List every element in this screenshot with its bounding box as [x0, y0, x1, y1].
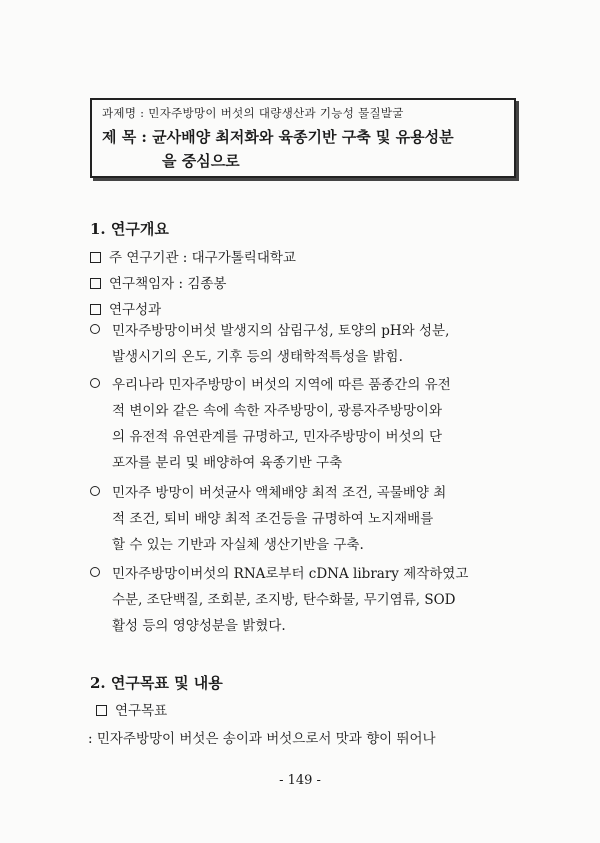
bullet-line: 활성 등의 영양성분을 밝혔다. — [112, 618, 286, 634]
researcher-line — [90, 272, 226, 292]
bullet-line: 할 수 있는 기반과 자실체 생산기반을 구축. — [112, 537, 364, 553]
section2-heading: 2. 연구목표 및 내용 — [90, 674, 223, 692]
results-label-line — [90, 298, 161, 318]
bullet-line: 우리나라 민자주방망이 버섯의 지역에 따른 품종간의 유전 — [112, 377, 451, 393]
bullet-line: 발생시기의 온도, 기후 등의 생태학적특성을 밝힘. — [112, 349, 403, 365]
bullet-line: 수분, 조단백질, 조회분, 조지방, 탄수화물, 무기염류, SOD — [112, 592, 456, 608]
bullet-line: 의 유전적 유연관계를 규명하고, 민자주방망이 버섯의 단 — [112, 429, 442, 445]
checkbox-icon — [90, 252, 101, 263]
checkbox-icon — [90, 304, 101, 315]
results-label-text: 연구성과 — [109, 302, 162, 318]
bullet-line: 포자를 분리 및 배양하여 육종기반 구축 — [112, 455, 343, 471]
title-box — [90, 98, 516, 178]
institution-line — [90, 246, 296, 266]
subject-title — [102, 125, 504, 173]
section1-heading: 1. 연구개요 — [90, 220, 169, 238]
circle-bullet-icon — [90, 486, 100, 496]
bullet-line: 민자주 방망이 버섯균사 액체배양 최적 조건, 곡물배양 최 — [112, 485, 447, 501]
bullet-line: 적 변이와 같은 속에 속한 자주방망이, 광릉자주방망이와 — [112, 403, 442, 419]
goal-text: : 민자주방망이 버섯은 송이과 버섯으로서 맛과 향이 뛰어나 — [88, 731, 436, 747]
bullet-line: 적 조건, 퇴비 배양 최적 조건등을 규명하여 노지재배를 — [112, 511, 434, 527]
bullet-line: 민자주방망이버섯의 RNA로부터 cDNA library 제작하였고 — [112, 566, 469, 582]
subject-line-1: 제 목 : 균사배양 최저화와 육종기반 구축 및 유용성분 — [102, 128, 454, 146]
checkbox-icon — [96, 705, 107, 716]
goal-label-line — [96, 699, 167, 719]
researcher-text: 연구책임자 : 김종봉 — [109, 276, 227, 292]
circle-bullet-icon — [90, 567, 100, 577]
goal-label-text: 연구목표 — [115, 703, 168, 719]
circle-bullet-icon — [90, 378, 100, 388]
page-number: - 149 - — [279, 773, 321, 788]
institution-text: 주 연구기관 : 대구가톨릭대학교 — [109, 250, 296, 266]
checkbox-icon — [90, 278, 101, 289]
project-title: 과제명 : 민자주방망이 버섯의 대량생산과 기능성 물질발굴 — [102, 106, 404, 120]
subject-line-2: 을 중심으로 — [162, 152, 240, 170]
bullet-line: 민자주방망이버섯 발생지의 삼림구성, 토양의 pH와 성분, — [112, 323, 450, 339]
circle-bullet-icon — [90, 324, 100, 334]
